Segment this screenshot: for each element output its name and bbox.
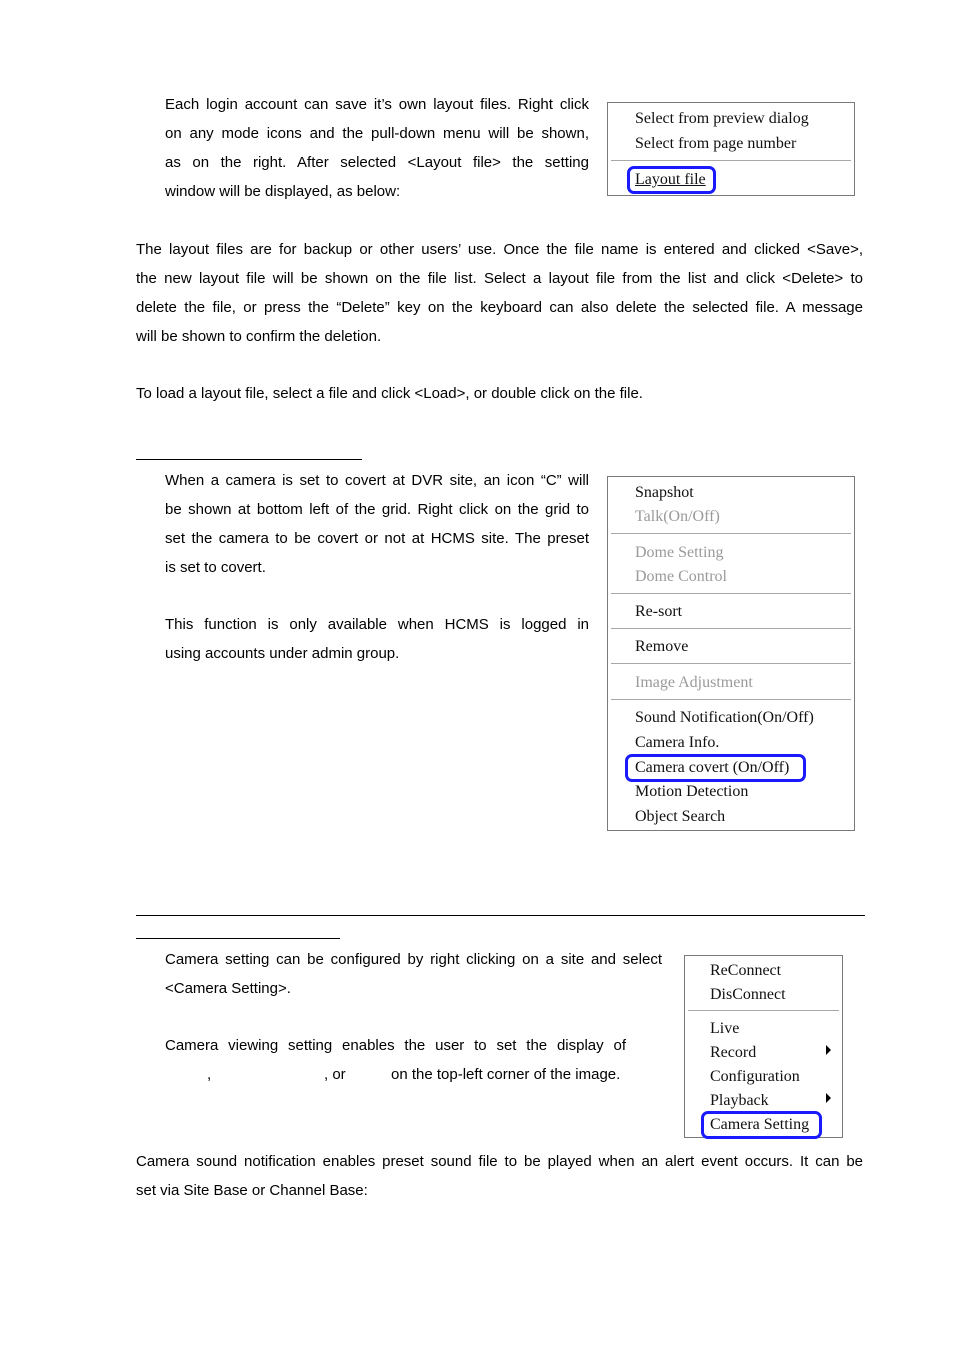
menu-separator <box>611 160 851 161</box>
section-divider <box>136 915 865 916</box>
sound-notification-paragraph <box>136 1147 863 1205</box>
menu-separator <box>611 628 851 629</box>
menu-item-select-from-preview-dialog[interactable]: Select from preview dialog <box>635 110 809 127</box>
text-line: set the camera to be covert or not at HCMS site. The preset <box>165 530 589 547</box>
text-fragment: , or <box>324 1066 346 1083</box>
menu-item-dome-control: Dome Control <box>635 568 727 585</box>
menu-item-camera-setting[interactable]: Camera Setting <box>710 1116 810 1133</box>
menu-separator <box>611 699 851 700</box>
text-line: Camera sound notification enables preset sound file to be played when an alert event occurs. It can be <box>136 1153 863 1170</box>
text-line: the new layout file will be shown on the file list. Select a layout file from the list and click <Delete> to <box>136 270 863 287</box>
layout-intro-paragraph <box>165 90 589 206</box>
covert-paragraph <box>165 466 589 582</box>
text-line: This function is only available when HCMS is logged in <box>165 616 589 633</box>
layout-files-paragraph <box>136 235 863 351</box>
menu-item-select-from-page-number[interactable]: Select from page number <box>635 135 797 152</box>
site-context-menu <box>684 955 843 1138</box>
menu-item-configuration[interactable]: Configuration <box>710 1068 800 1085</box>
admin-note-paragraph <box>165 610 589 668</box>
heading-underline <box>136 938 340 939</box>
menu-separator <box>611 663 851 664</box>
text-line: When a camera is set to covert at DVR site, an icon “C” will <box>165 472 589 489</box>
menu-separator <box>611 533 851 534</box>
menu-item-remove[interactable]: Remove <box>635 638 689 655</box>
layout-context-menu <box>607 102 855 196</box>
text-line: Each login account can save it’s own layout files. Right click <box>165 96 589 113</box>
menu-item-layout-file[interactable]: Layout file <box>635 171 706 188</box>
camera-setting-paragraph <box>165 945 662 1003</box>
text-line: The layout files are for backup or other users’ use. Once the file name is entered and clicked <Save>, <box>136 241 863 258</box>
menu-item-live[interactable]: Live <box>710 1020 740 1037</box>
text-line: using accounts under admin group. <box>165 645 400 662</box>
text-line: will be shown to confirm the deletion. <box>136 328 382 345</box>
text-line: <Camera Setting>. <box>165 980 291 997</box>
menu-item-motion-detection[interactable]: Motion Detection <box>635 783 749 800</box>
menu-item-snapshot[interactable]: Snapshot <box>635 484 694 501</box>
text-fragment: on the top-left corner of the image. <box>391 1066 621 1083</box>
text-line: be shown at bottom left of the grid. Right click on the grid to <box>165 501 589 518</box>
text-line: on any mode icons and the pull-down menu will be shown, <box>165 125 589 142</box>
text-line: window will be displayed, as below: <box>165 183 401 200</box>
submenu-arrow-icon <box>826 1045 831 1055</box>
menu-separator <box>688 1010 839 1011</box>
text-line: Camera setting can be configured by right clicking on a site and select <box>165 951 662 968</box>
menu-item-reconnect[interactable]: ReConnect <box>710 962 782 979</box>
menu-item-record[interactable]: Record <box>710 1044 757 1061</box>
menu-item-disconnect[interactable]: DisConnect <box>710 986 786 1003</box>
menu-separator <box>611 593 851 594</box>
menu-item-camera-covert[interactable]: Camera covert (On/Off) <box>635 759 790 776</box>
menu-item-camera-info[interactable]: Camera Info. <box>635 734 720 751</box>
camera-viewing-paragraph <box>165 1031 626 1060</box>
text-line: set via Site Base or Channel Base: <box>136 1182 368 1199</box>
menu-item-talk: Talk(On/Off) <box>635 508 720 525</box>
menu-item-playback[interactable]: Playback <box>710 1092 769 1109</box>
menu-item-resort[interactable]: Re-sort <box>635 603 683 620</box>
submenu-arrow-icon <box>826 1093 831 1103</box>
menu-item-image-adjustment: Image Adjustment <box>635 674 753 691</box>
text-line: is set to covert. <box>165 559 266 576</box>
heading-underline <box>136 459 362 460</box>
load-layout-paragraph: To load a layout file, select a file and click <Load>, or double click on the file. <box>136 385 643 402</box>
text-fragment: , <box>207 1066 212 1083</box>
menu-item-object-search[interactable]: Object Search <box>635 808 726 825</box>
menu-item-sound-notification[interactable]: Sound Notification(On/Off) <box>635 709 814 726</box>
text-line: delete the file, or press the “Delete” key on the keyboard can also delete the selected file. A message <box>136 299 863 316</box>
text-line: as on the right. After selected <Layout file> the setting <box>165 154 589 171</box>
camera-context-menu <box>607 476 855 831</box>
text-line: Camera viewing setting enables the user to set the display of <box>165 1037 626 1054</box>
menu-item-dome-setting: Dome Setting <box>635 544 724 561</box>
